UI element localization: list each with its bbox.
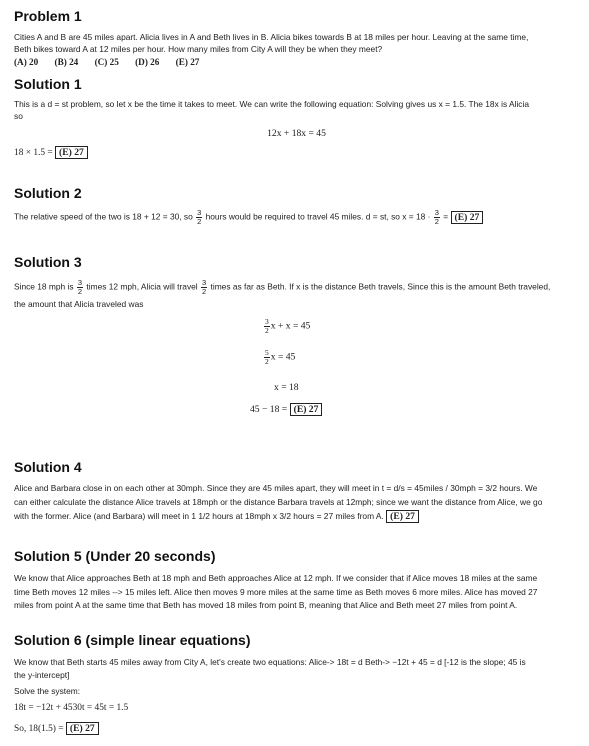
solution4-text-3: with the former. Alice (and Barbara) will meet in 1 1/2 hours at 18mph x 3/2 hours = 27 miles from A. <box>14 511 384 521</box>
solution3-answer-box: (E) 27 <box>290 403 323 416</box>
frac-denominator: 2 <box>202 287 207 296</box>
solution2-fraction-2 <box>434 209 440 226</box>
solution3-text-a: Since 18 mph is <box>14 281 74 292</box>
problem-heading: Problem 1 <box>14 8 82 24</box>
solution6-text-line2: the y-intercept] <box>14 670 70 680</box>
solution2-text-a: The relative speed of the two is 18 + 12 = 30, so <box>14 211 193 222</box>
solution3-eq4 <box>250 403 410 416</box>
solution2-heading: Solution 2 <box>14 185 82 201</box>
solution3-text-c: times as far as Beth. If x is the distance Beth travels, Since this is the amount Beth traveled, <box>210 281 551 292</box>
solution5-heading: Solution 5 (Under 20 seconds) <box>14 548 216 564</box>
solution4-answer-box: (E) 27 <box>386 510 419 523</box>
frac-numerator: 5 <box>265 348 269 357</box>
frac-denominator: 2 <box>265 357 269 366</box>
solution3-eq1-fraction <box>264 318 270 335</box>
solution5-text-line1: We know that Alice approaches Beth at 18 mph and Beth approaches Alice at 12 mph. If we consider that if Alice moves 18 miles at the same <box>14 573 538 583</box>
solution3-eq4-prefix: 45 − 18 = <box>250 404 288 415</box>
solution3-eq1-text: x + x = 45 <box>270 320 311 332</box>
frac-numerator: 3 <box>197 208 202 217</box>
solution2-fraction <box>196 209 202 226</box>
choice-e: (E) 27 <box>175 57 200 67</box>
solution2-text-c: = <box>443 211 449 222</box>
answer-choices <box>14 56 213 69</box>
solution3-eq2 <box>263 349 393 366</box>
solution3-text-line2: the amount that Alicia traveled was <box>14 299 144 309</box>
solution6-result-prefix: So, 18(1.5) = <box>14 724 64 734</box>
solution3-heading: Solution 3 <box>14 254 82 270</box>
solution2-text <box>14 209 483 226</box>
solution1-result <box>14 146 88 160</box>
solution3-text-b: times 12 mph, Alicia will travel <box>86 281 198 292</box>
solution1-result-prefix: 18 × 1.5 = <box>14 148 53 158</box>
solution1-text-line1: This is a d = st problem, so let x be the time it takes to meet. We can write the following equation: Solving gives us x = 1.5. The 18x is Alicia <box>14 99 530 109</box>
solution6-text-line3: Solve the system: <box>14 686 81 696</box>
frac-numerator: 3 <box>434 208 439 217</box>
solution6-answer-box: (E) 27 <box>66 722 99 735</box>
solution6-text-line1: We know that Beth starts 45 miles away from City A, let's create two equations: Alice-> 18t = d Beth-> −12t + 45 = d [-12 is the slope; 45 is <box>14 657 526 667</box>
choice-d: (D) 26 <box>135 57 160 67</box>
choice-a: (A) 20 <box>14 57 39 67</box>
solution2-text-b: hours would be required to travel 45 miles. d = st, so x = 18 · <box>205 211 431 222</box>
frac-denominator: 2 <box>265 326 269 335</box>
frac-numerator: 3 <box>77 278 83 287</box>
frac-numerator: 3 <box>202 278 207 287</box>
solution1-heading: Solution 1 <box>14 76 82 92</box>
solution1-text-line2: so <box>14 111 23 121</box>
solution5-text-line2: time Beth moves 12 miles --> 15 miles left. Alice then moves 9 more miles at the same time as Beth moves 6 more miles. Alice has moved 27 <box>14 587 538 597</box>
solution4-text-line2: can either calculate the distance Alice travels at 18mph or the distance Barbara travels at 12mph; since we want the distance from Alice, we go <box>14 497 543 507</box>
solution3-eq3: x = 18 <box>274 382 299 393</box>
choice-b: (B) 24 <box>54 57 79 67</box>
solution3-eq2-fraction <box>264 349 270 366</box>
solution3-eq1 <box>263 318 393 335</box>
solution1-answer-box: (E) 27 <box>55 146 88 159</box>
solution4-text-line3 <box>14 510 419 523</box>
solution3-fraction-2 <box>201 279 207 296</box>
solution6-result <box>14 722 99 736</box>
solution6-system: 18t = −12t + 4530t = 45t = 1.5 <box>14 703 129 713</box>
solution3-text-line1 <box>14 279 550 296</box>
solution3-fraction <box>77 279 83 296</box>
solution4-heading: Solution 4 <box>14 459 82 475</box>
solution4-text-line1: Alice and Barbara close in on each other at 30mph. Since they are 45 miles apart, they will meet in t = d/s = 45miles / 30mph = 3/2 hours. We <box>14 483 538 493</box>
solution2-answer-box: (E) 27 <box>451 211 484 224</box>
solution1-equation: 12x + 18x = 45 <box>267 128 326 139</box>
solution3-eq2-text: x = 45 <box>270 351 296 363</box>
problem-text-line2: Beth bikes toward A at 12 miles per hour. How many miles from City A will they be when they meet? <box>14 44 383 54</box>
problem-text-line1: Cities A and B are 45 miles apart. Alicia lives in A and Beth lives in B. Alicia bikes towards B at 18 miles per hour. Leaving at the same time, <box>14 32 529 42</box>
choice-c: (C) 25 <box>94 57 119 67</box>
solution6-heading: Solution 6 (simple linear equations) <box>14 632 251 648</box>
frac-denominator: 2 <box>77 287 83 296</box>
solution5-text-line3: miles from point A at the same time that Beth has moved 18 miles from point B, meaning that Alice and Beth meet 27 miles from point A. <box>14 600 518 610</box>
frac-denominator: 2 <box>434 217 439 226</box>
frac-denominator: 2 <box>197 217 202 226</box>
frac-numerator: 3 <box>265 317 269 326</box>
